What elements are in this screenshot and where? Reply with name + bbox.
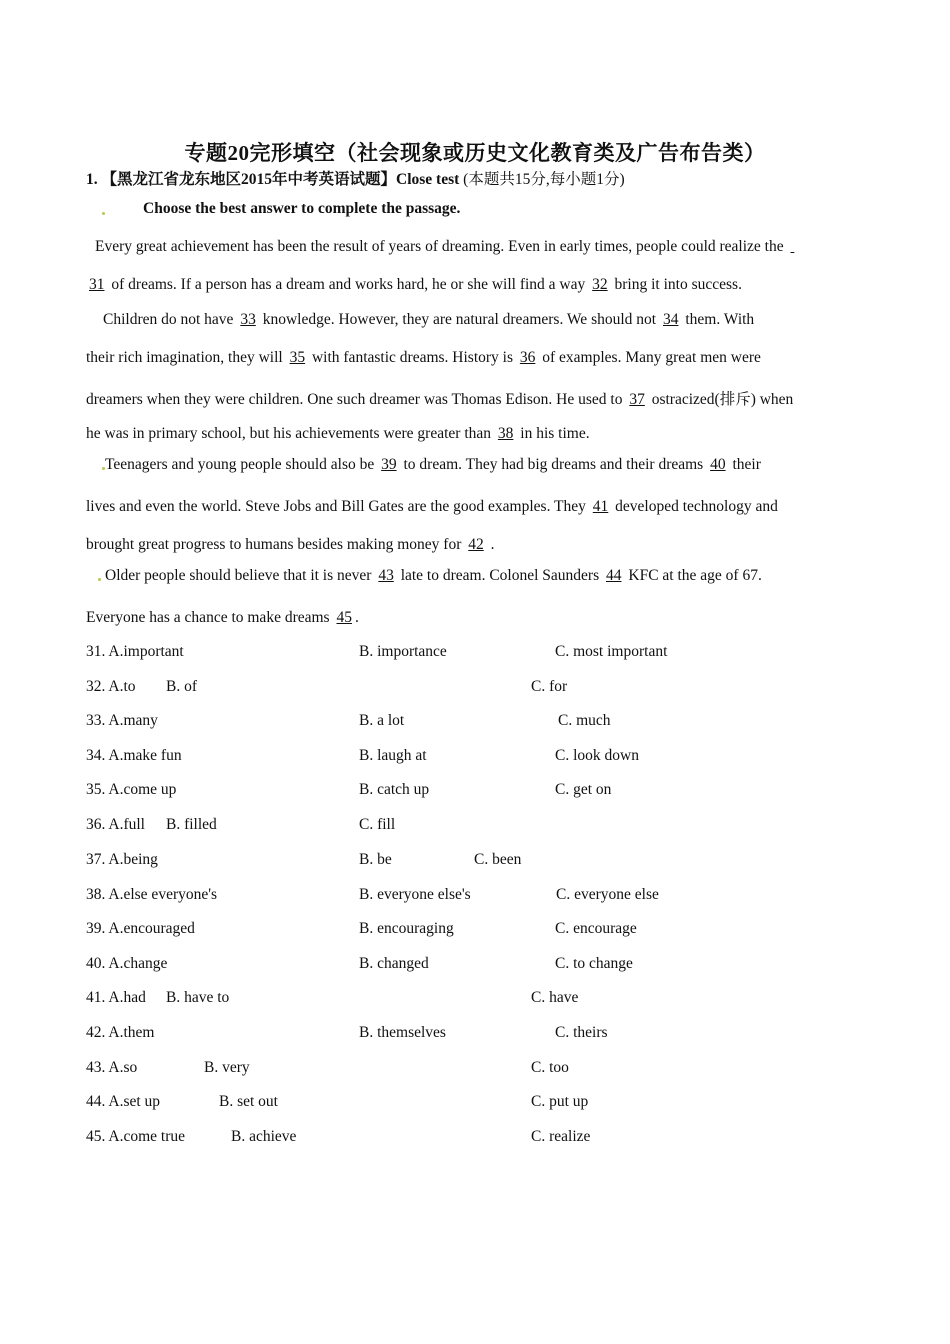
passage-line: Older people should believe that it is never 43 late to dream. Colonel Saunders 44 KFC at the age of 67. (105, 567, 762, 584)
option-38-b: B. everyone else's (359, 886, 471, 903)
passage-line: dreamers when they were children. One such dreamer was Thomas Edison. He used to 37 ostracized(排斥) when (86, 391, 794, 408)
option-44-c: C. put up (531, 1093, 589, 1110)
option-36-b: B. filled (166, 816, 217, 833)
option-32-b: B. of (166, 678, 197, 695)
blank-39: 39 (381, 456, 397, 473)
blank-33: 33 (240, 311, 256, 328)
option-31-b: B. importance (359, 643, 447, 660)
option-41-b: B. have to (166, 989, 230, 1006)
passage-line: Teenagers and young people should also be 39 to dream. They had big dreams and their dreams 40 their (105, 456, 761, 473)
option-45-c: C. realize (531, 1128, 591, 1145)
option-33-a: 33. A.many (86, 712, 158, 729)
blank-44: 44 (606, 567, 622, 584)
option-36-a: 36. A.full (86, 816, 145, 833)
blank-37: 37 (629, 391, 645, 408)
option-41-a: 41. A.had (86, 989, 146, 1006)
option-45-a: 45. A.come true (86, 1128, 186, 1145)
option-31-a: 31. A.important (86, 643, 184, 660)
instruction: Choose the best answer to complete the passage. (143, 200, 461, 217)
blank-32: 32 (592, 276, 608, 293)
option-37-c: C. been (474, 851, 522, 868)
option-40-b: B. changed (359, 955, 429, 972)
option-33-c: C. much (558, 712, 611, 729)
option-39-c: C. encourage (555, 920, 637, 937)
option-42-c: C. theirs (555, 1024, 608, 1041)
option-32-a: 32. A.to (86, 678, 136, 695)
option-34-a: 34. A.make fun (86, 747, 182, 764)
option-43-c: C. too (531, 1059, 569, 1076)
blank-43: 43 (378, 567, 394, 584)
option-34-c: C. look down (555, 747, 639, 764)
passage-line: their rich imagination, they will 35 with fantastic dreams. History is 36 of examples. Many great men were (86, 349, 761, 366)
option-31-c: C. most important (555, 643, 668, 660)
blank-38: 38 (497, 425, 514, 442)
option-39-a: 39. A.encouraged (86, 920, 195, 937)
option-42-b: B. themselves (359, 1024, 446, 1041)
option-39-b: B. encouraging (359, 920, 454, 937)
passage-line: lives and even the world. Steve Jobs and Bill Gates are the good examples. They 41 developed technology and (86, 498, 778, 515)
passage-line: he was in primary school, but his achievements were greater than 38 in his time. (86, 425, 590, 442)
option-40-a: 40. A.change (86, 955, 168, 972)
option-35-c: C. get on (555, 781, 612, 798)
option-36-c: C. fill (359, 816, 396, 833)
option-35-b: B. catch up (359, 781, 430, 798)
option-38-a: 38. A.else everyone's (86, 886, 218, 903)
blank-40: 40 (710, 456, 726, 473)
option-41-c: C. have (531, 989, 579, 1006)
blank-41: 41 (592, 498, 609, 515)
option-34-b: B. laugh at (359, 747, 427, 764)
blank-34: 34 (662, 311, 679, 328)
decorative-dot (98, 578, 101, 581)
blank-36: 36 (519, 349, 536, 366)
blank-42: 42 (468, 536, 484, 553)
option-33-b: B. a lot (359, 712, 405, 729)
question-score: (本题共15分,每小题1分) (463, 171, 625, 188)
passage-line: Children do not have 33 knowledge. However, they are natural dreamers. We should not 34 them. With (103, 311, 755, 328)
question-source: 【黑龙江省龙东地区2015年中考英语试题】 (101, 171, 397, 188)
question-number: 1. (86, 171, 98, 188)
option-37-a: 37. A.being (86, 851, 158, 868)
option-45-b: B. achieve (231, 1128, 297, 1145)
option-40-c: C. to change (555, 955, 633, 972)
blank-31: 31 (89, 276, 105, 293)
option-38-c: C. everyone else (556, 886, 659, 903)
passage-line: Every great achievement has been the result of years of dreaming. Even in early times, people could realize the (95, 238, 784, 255)
option-32-c: C. for (531, 678, 568, 695)
question-header (86, 167, 625, 189)
blank-35: 35 (289, 349, 306, 366)
option-42-a: 42. A.them (86, 1024, 155, 1041)
page-title: 专题20完形填空（社会现象或历史文化教育类及广告布告类） (184, 141, 766, 165)
option-43-b: B. very (204, 1059, 250, 1076)
question-name: Close test (396, 171, 460, 188)
option-44-b: B. set out (219, 1093, 278, 1110)
option-44-a: 44. A.set up (86, 1093, 161, 1110)
option-37-b: B. be (359, 851, 392, 868)
passage-line: 31 of dreams. If a person has a dream and works hard, he or she will find a way 32 bring it into success. (86, 276, 742, 294)
option-35-a: 35. A.come up (86, 781, 177, 798)
option-43-a: 43. A.so (86, 1059, 138, 1076)
decorative-dot (102, 212, 105, 215)
passage-line: brought great progress to humans besides making money for 42 . (86, 536, 495, 553)
passage-line: Everyone has a chance to make dreams 45 . (86, 609, 359, 626)
blank-45: 45 (336, 609, 352, 626)
